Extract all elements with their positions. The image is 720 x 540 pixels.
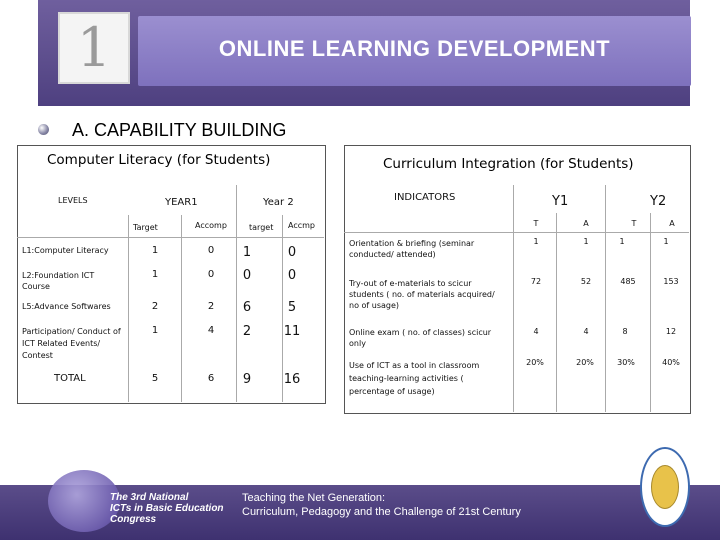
year1-header: YEAR1 xyxy=(165,197,198,208)
seal-emblem-icon xyxy=(651,465,679,509)
bullet-icon xyxy=(38,124,49,135)
cell-value: 1 xyxy=(151,245,159,256)
col-a-y2: A xyxy=(669,219,675,228)
y1-header: Y1 xyxy=(552,194,569,209)
grid-line xyxy=(236,185,237,402)
col-target-y2: target xyxy=(249,223,274,232)
year2-header: Year 2 xyxy=(263,197,294,208)
cell-value: 2 xyxy=(242,324,252,339)
cell-value: 1 xyxy=(583,237,589,246)
col-a-y1: A xyxy=(583,219,589,228)
logo-line: ICTs in Basic Education xyxy=(110,503,224,514)
grid-line xyxy=(17,237,324,238)
cell-value: 1 xyxy=(151,325,159,336)
cell-value: 52 xyxy=(580,277,592,286)
cell-value: 72 xyxy=(530,277,542,286)
congress-logo-text xyxy=(110,492,224,525)
col-t-y1: T xyxy=(533,219,539,228)
cell-value: 30% xyxy=(617,358,635,367)
row-label: Participation/ Conduct of ICT Related Events/ Contest xyxy=(22,327,121,360)
cell-value: 11 xyxy=(283,324,301,339)
logo-line: The 3rd National xyxy=(110,492,189,503)
cell-value: 0 xyxy=(287,268,297,283)
grid-line xyxy=(650,213,651,412)
col-accomp-y1: Accomp xyxy=(195,221,227,230)
footer-line: Teaching the Net Generation: xyxy=(242,492,386,504)
cell-value: 153 xyxy=(663,277,679,286)
cell-value: 2 xyxy=(151,301,159,312)
total-value: 6 xyxy=(207,373,215,384)
indicator-label: Orientation & briefing (seminar conducted/ attended) xyxy=(349,239,475,259)
cell-value: 8 xyxy=(622,327,628,336)
indicators-header: INDICATORS xyxy=(394,192,456,203)
indicator-label: Online exam ( no. of classes) scicur only xyxy=(349,328,492,348)
logo-line: Congress xyxy=(110,514,157,525)
cell-value: 20% xyxy=(576,358,594,367)
computer-literacy-title: Computer Literacy (for Students) xyxy=(47,152,271,168)
cell-value: 4 xyxy=(207,325,215,336)
curriculum-integration-title: Curriculum Integration (for Students) xyxy=(383,156,634,172)
total-value: 16 xyxy=(283,372,301,387)
cell-value: 12 xyxy=(665,327,677,336)
slide-title: ONLINE LEARNING DEVELOPMENT xyxy=(218,36,611,61)
cell-value: 40% xyxy=(662,358,680,367)
cell-value: 1 xyxy=(151,269,159,280)
cell-value: 0 xyxy=(207,269,215,280)
grid-line xyxy=(556,213,557,412)
cell-value: 485 xyxy=(620,277,636,286)
section-title: A. CAPABILITY BUILDING xyxy=(72,120,287,140)
footer-caption xyxy=(242,491,521,519)
cell-value: 0 xyxy=(207,245,215,256)
indicator-label: Try-out of e-materials to scicur students ( no. of materials acquired/ no of usage) xyxy=(349,279,495,310)
grid-line xyxy=(513,185,514,412)
grid-line xyxy=(344,232,689,233)
y2-header: Y2 xyxy=(650,194,667,209)
slide-number: 1 xyxy=(76,16,112,79)
cell-value: 1 xyxy=(663,237,669,246)
cell-value: 1 xyxy=(242,245,252,260)
col-t-y2: T xyxy=(631,219,637,228)
cell-value: 1 xyxy=(533,237,539,246)
row-label: L2:Foundation ICT Course xyxy=(22,271,95,291)
cell-value: 20% xyxy=(526,358,544,367)
cell-value: 6 xyxy=(242,300,252,315)
grid-line xyxy=(128,215,129,402)
levels-header: LEVELS xyxy=(58,196,88,205)
cell-value: 4 xyxy=(583,327,589,336)
footer-line: Curriculum, Pedagogy and the Challenge of 21st Century xyxy=(242,506,521,518)
cell-value: 2 xyxy=(207,301,215,312)
col-accmp-y2: Accmp xyxy=(288,221,315,230)
grid-line xyxy=(605,185,606,412)
cell-value: 0 xyxy=(287,245,297,260)
total-value: 9 xyxy=(242,372,252,387)
cell-value: 5 xyxy=(287,300,297,315)
col-target-y1: Target xyxy=(133,223,158,232)
row-label: L5:Advance Softwares xyxy=(22,302,111,311)
indicator-label: Use of ICT as a tool in classroom teaching-learning activities ( percentage of usage) xyxy=(349,361,480,396)
grid-line xyxy=(181,215,182,402)
row-label: L1:Computer Literacy xyxy=(22,246,109,255)
total-label: TOTAL xyxy=(54,373,86,384)
total-value: 5 xyxy=(151,373,159,384)
cell-value: 1 xyxy=(619,237,625,246)
slide-number-box xyxy=(58,12,130,84)
cell-value: 0 xyxy=(242,268,252,283)
cell-value: 4 xyxy=(533,327,539,336)
